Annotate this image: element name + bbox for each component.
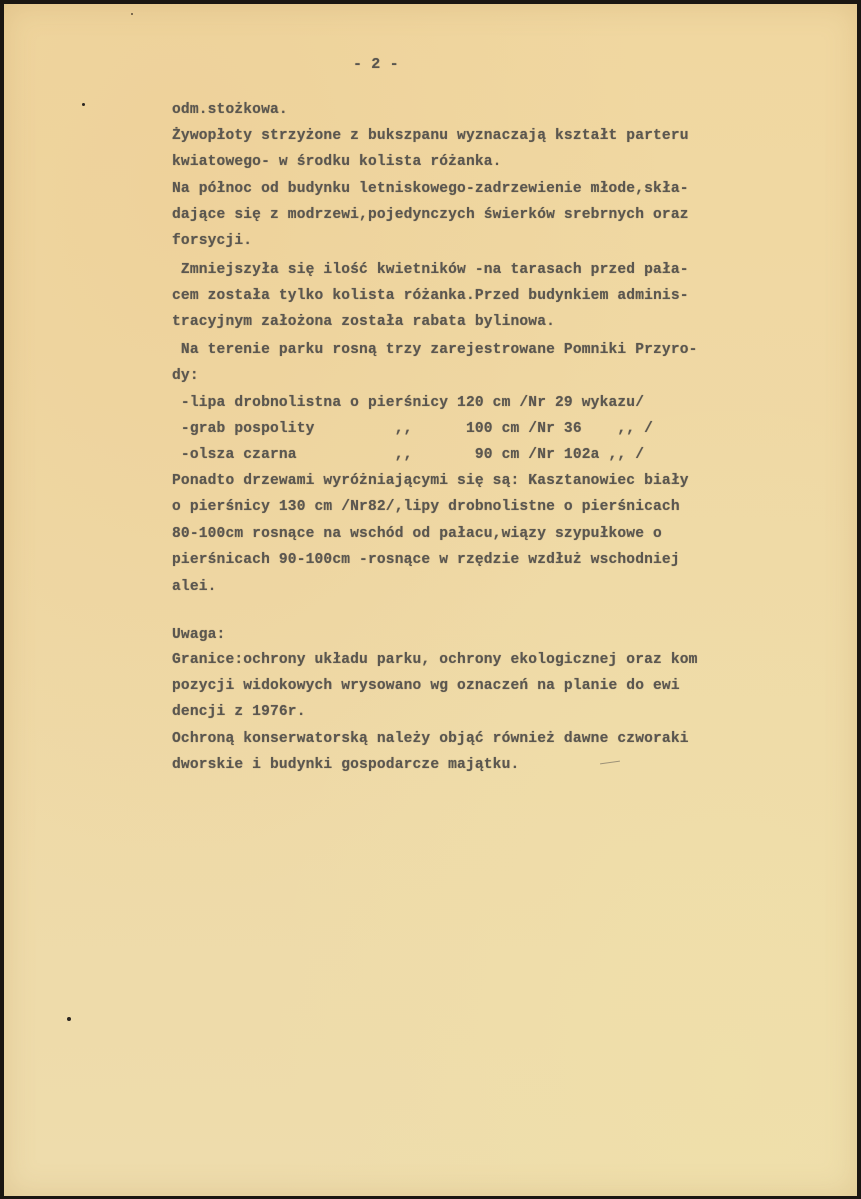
- text-line: alei.: [172, 579, 217, 595]
- text-line: Ponadto drzewami wyróżniającymi się są: Kasztanowiec biały: [172, 473, 689, 489]
- text-line: Granice:ochrony układu parku, ochrony ekologicznej oraz kom: [172, 652, 698, 668]
- text-line: Żywopłoty strzyżone z bukszpanu wyznaczają kształt parteru: [172, 128, 689, 144]
- text-line: pierśnicach 90-100cm -rosnące w rzędzie wzdłuż wschodniej: [172, 552, 680, 568]
- note-heading: Uwaga:: [172, 627, 226, 643]
- text-line: odm.stożkowa.: [172, 102, 288, 118]
- text-line: Na terenie parku rosną trzy zarejestrowane Pomniki Przyro-: [172, 342, 698, 358]
- text-line: kwiatowego- w środku kolista różanka.: [172, 154, 502, 170]
- text-line: pozycji widokowych wrysowano wg oznaczeń na planie do ewi: [172, 678, 680, 694]
- text-line: 80-100cm rosnące na wschód od pałacu,wiązy szypułkowe o: [172, 526, 662, 542]
- list-item: -lipa drobnolistna o pierśnicy 120 cm /Nr 29 wykazu/: [172, 395, 645, 411]
- text-line: dy:: [172, 368, 199, 384]
- document-page: [4, 4, 857, 1196]
- text-line: dencji z 1976r.: [172, 704, 306, 720]
- text-line: dworskie i budynki gospodarcze majątku.: [172, 757, 520, 773]
- page-number: - 2 -: [353, 56, 399, 73]
- text-line: forsycji.: [172, 233, 253, 249]
- paper-speck: [82, 103, 85, 106]
- text-line: Ochroną konserwatorską należy objąć również dawne czworaki: [172, 731, 689, 747]
- pen-stroke: [600, 761, 620, 765]
- list-item: -grab pospolity ,, 100 cm /Nr 36 ,, /: [172, 421, 654, 437]
- text-line: cem została tylko kolista różanka.Przed budynkiem adminis-: [172, 288, 689, 304]
- text-line: o pierśnicy 130 cm /Nr82/,lipy drobnolistne o pierśnicach: [172, 499, 680, 515]
- text-line: dające się z modrzewi,pojedynczych świerków srebrnych oraz: [172, 207, 689, 223]
- text-line: Zmniejszyła się ilość kwietników -na tarasach przed pała-: [172, 262, 689, 278]
- text-line: tracyjnym założona została rabata bylinowa.: [172, 314, 556, 330]
- list-item: -olsza czarna ,, 90 cm /Nr 102a ,, /: [172, 447, 645, 463]
- text-line: Na północ od budynku letniskowego-zadrzewienie młode,skła-: [172, 181, 689, 197]
- paper-speck: [131, 13, 133, 15]
- paper-speck: [67, 1017, 71, 1021]
